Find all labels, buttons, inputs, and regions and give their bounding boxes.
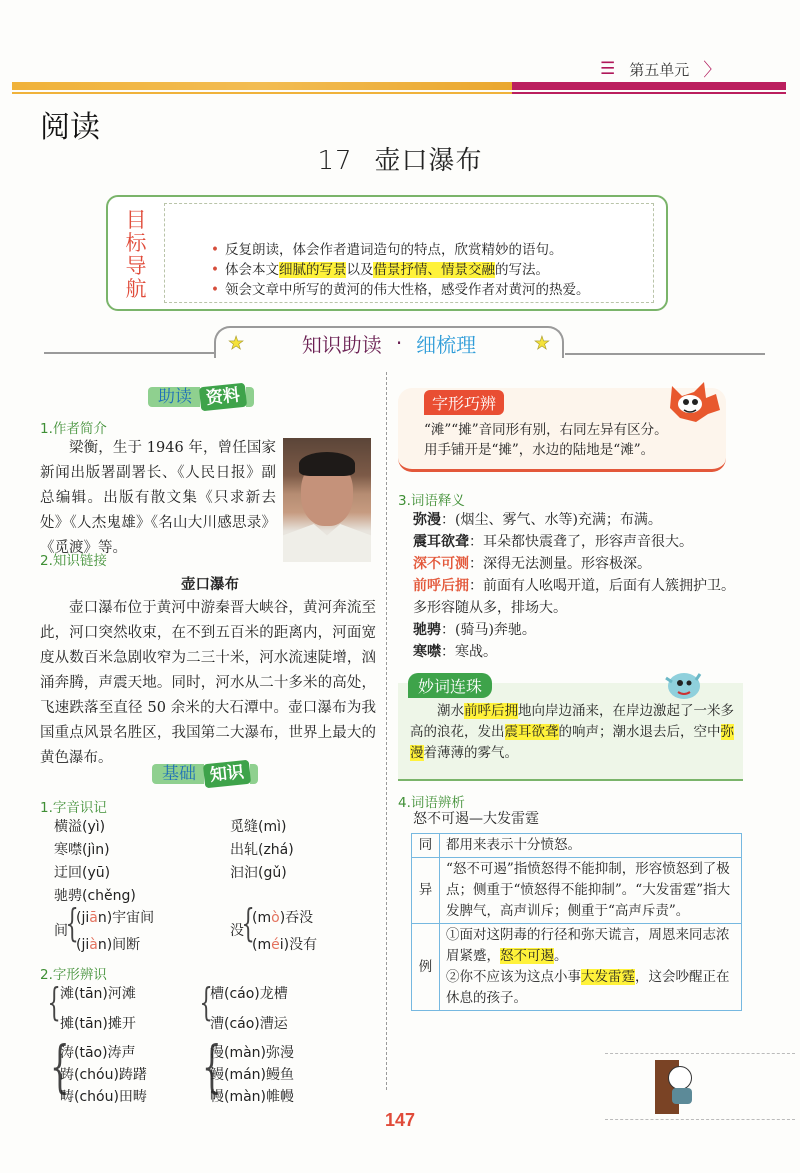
- vocab-item: [413, 597, 567, 619]
- highlight: 怒不可遏: [500, 948, 554, 964]
- tone-mark: ā: [89, 910, 98, 926]
- goals-label-char: 标: [125, 231, 147, 255]
- word-chain-text: [410, 701, 735, 764]
- unit-navigation[interactable]: [600, 56, 721, 82]
- badge-tile: 资料: [199, 383, 247, 412]
- pron-item: 汩汩(gǔ): [230, 865, 287, 881]
- header-color-bar: [12, 82, 786, 90]
- header-underline: [12, 92, 786, 94]
- table-row: [412, 834, 742, 858]
- tip-line: 用手铺开是“摊”，水边的陆地是“滩”。: [424, 442, 655, 458]
- text: (ji: [76, 937, 90, 953]
- text: n)间断: [97, 937, 141, 953]
- goal-text: 领会文章中所写的黄河的伟大性格，感受作者对黄河的热爱。: [224, 282, 590, 298]
- analysis-pair: 怒不可遏—大发雷霆: [413, 811, 539, 827]
- example-1: [446, 925, 735, 967]
- knowledge-section-header: [214, 326, 564, 358]
- text: n)宇宙间: [97, 910, 155, 926]
- analysis-heading: 4.词语辨析: [398, 795, 465, 811]
- knowledge-title-part1: 知识助读: [301, 332, 382, 357]
- text: ，这会吵醒正在休息的孩子。: [446, 969, 730, 1006]
- table-row: [412, 924, 742, 1011]
- reading-materials-badge: [148, 385, 254, 409]
- divider-line: [44, 352, 214, 354]
- goal-text: 以及: [346, 262, 374, 278]
- fox-mascot-icon: [664, 380, 722, 424]
- divider-line: [565, 353, 765, 355]
- goals-label-char: 目: [125, 208, 147, 232]
- brace: {: [202, 1035, 222, 1100]
- char-form-item: 摊(tān)摊开: [60, 1016, 136, 1032]
- polyphone-reading: [76, 934, 140, 956]
- row-value: 都用来表示十分愤怒。: [440, 834, 742, 858]
- text: ①面对这阴毒的行径和弥天谎言，周恩来同志浓眉紧蹙，: [446, 927, 730, 964]
- polyphone-char: 没: [230, 923, 244, 939]
- column-divider: [386, 372, 387, 1090]
- page-number: 147: [384, 1110, 416, 1130]
- row-value: “怒不可遏”指愤怒得不能抑制，形容愤怒到了极点；侧重于“愤怒得不能抑制”。“大发雷霆”指大发脾气，高声训斥；侧重于“高声斥责”。: [440, 858, 742, 924]
- text: )吞没: [279, 910, 314, 926]
- pron-item: 横溢(yì): [54, 819, 106, 835]
- brace: {: [65, 901, 79, 945]
- char-form-item: 漕(cáo)漕运: [210, 1016, 288, 1032]
- author-intro-text: 梁衡，生于 1946 年，曾任国家新闻出版署副署长、《人民日报》副总编辑。出版有散文集《只求新去处》《人杰鬼雄》《名山大川感思录》《觅渡》等。: [40, 440, 276, 556]
- char-form-item: 鳗(mán)鳗鱼: [210, 1067, 295, 1083]
- knowledge-link-text: 壶口瀑布位于黄河中游秦晋大峡谷，黄河奔流至此，河口突然收束，在不到五百米的距离内，河面宽度从数百米急剧收窄为二三十米，河水流速陡增，汹涌奔腾，声震天地。同时，河水从二十多米的高处，飞速跌落至直径 50 余米的大石潭中。壶口瀑布为我国重点风景名胜区，我国第二大瀑布，世界上最大的黄色瀑布。: [40, 600, 376, 766]
- tone-mark: à: [89, 937, 98, 953]
- menu-list-icon[interactable]: ☰: [600, 59, 616, 79]
- goal-item: [211, 240, 589, 260]
- polyphone-char: 间: [54, 923, 68, 939]
- vocab-term: 寒噤: [413, 644, 441, 660]
- polyphone-reading: [76, 907, 154, 929]
- vocab-item: [413, 575, 735, 597]
- goals-label: [122, 209, 150, 301]
- text: 潮水: [437, 703, 464, 719]
- brace: {: [199, 980, 213, 1024]
- pron-item: 迂回(yū): [54, 865, 111, 881]
- badge-text: 基础: [152, 764, 204, 784]
- char-form-item: 滩(tān)河滩: [60, 986, 136, 1002]
- knowledge-link-heading: 2.知识链接: [40, 553, 107, 569]
- word-chain-label: 妙词连珠: [408, 673, 492, 698]
- highlight: 弥漫: [410, 724, 734, 761]
- row-key: 同: [412, 834, 440, 858]
- goals-dashed-frame: [164, 203, 654, 303]
- vocab-item: [413, 531, 693, 553]
- text: (m: [252, 910, 272, 926]
- char-form-item: 踌(chóu)踌躇: [60, 1067, 147, 1083]
- learning-goals-box: [106, 195, 668, 311]
- cartoon-creature-icon: [662, 668, 704, 702]
- knowledge-title-part2: 细梳理: [416, 332, 477, 357]
- char-tip-text: [424, 420, 668, 460]
- char-form-item: 漫(màn)弥漫: [210, 1045, 295, 1061]
- pronunciation-heading: 1.字音识记: [40, 800, 107, 816]
- goals-list: [211, 240, 589, 300]
- knowledge-link-title: 壶口瀑布: [181, 577, 239, 593]
- brace: {: [50, 1035, 70, 1100]
- text: 。: [554, 948, 568, 964]
- unit-label: 第五单元: [629, 60, 690, 79]
- text: (ji: [76, 910, 90, 926]
- vocab-term: 深不可测: [413, 556, 469, 572]
- vocab-def: ：深得无法测量。形容极深。: [469, 556, 651, 572]
- vocab-def: ：(烟尘、雾气、水等)充满；布满。: [441, 512, 662, 528]
- goal-highlight: 细腻的写景: [278, 262, 347, 278]
- char-tip-label: 字形巧辨: [424, 390, 504, 415]
- vocab-item: [413, 619, 536, 641]
- polyphone-reading: [252, 934, 317, 956]
- chevron-right-icon[interactable]: 〉: [703, 60, 722, 81]
- pron-item: 驰骋(chěng): [54, 888, 136, 904]
- kid-illustration: [668, 1066, 692, 1090]
- author-photo: [283, 438, 371, 562]
- tip-line: “滩”“摊”音同形有别，右同左异有区分。: [424, 422, 668, 438]
- badge-tile: 知识: [203, 760, 251, 789]
- lesson-number: 17: [317, 146, 353, 176]
- vocab-item: [413, 553, 651, 575]
- char-form-item: 畴(chóu)田畴: [60, 1089, 147, 1105]
- text: ②你不应该为这点小事: [446, 969, 581, 985]
- vocab-term: 弥漫: [413, 512, 441, 528]
- pron-item: 出轧(zhá): [230, 842, 294, 858]
- text: 的响声；潮水退去后，空中: [558, 724, 721, 740]
- polyphone-reading: [252, 907, 313, 929]
- section-title: 阅读: [40, 110, 100, 145]
- row-value: [440, 924, 742, 1011]
- char-form-heading: 2.字形辨识: [40, 967, 107, 983]
- vocab-def: 多形容随从多，排场大。: [413, 600, 567, 616]
- text: (m: [252, 937, 272, 953]
- goal-item: [211, 260, 589, 280]
- text: 地向岸边涌来，在岸边激起了一米多高的浪花，发出: [410, 703, 734, 740]
- tone-mark: é: [271, 937, 280, 953]
- basic-knowledge-badge: [152, 762, 258, 786]
- char-form-item: 涛(tāo)涛声: [60, 1045, 136, 1061]
- tone-mark: ò: [271, 910, 280, 926]
- text: i)没有: [279, 937, 318, 953]
- star-icon: ★: [228, 332, 245, 354]
- vocab-term: 驰骋: [413, 622, 441, 638]
- text: 着薄薄的雾气。: [423, 745, 518, 761]
- brace: {: [241, 901, 255, 945]
- vocab-def: ：耳朵都快震聋了，形容声音很大。: [469, 534, 693, 550]
- lesson-name: 壶口瀑布: [374, 146, 483, 176]
- kid-body-illustration: [672, 1088, 692, 1104]
- pron-item: 寒噤(jìn): [54, 842, 110, 858]
- vocab-def: ：(骑马)奔驰。: [441, 622, 536, 638]
- highlight: 大发雷霆: [581, 969, 635, 985]
- goals-label-char: 导: [125, 254, 147, 278]
- badge-text: 助读: [148, 387, 200, 407]
- separator-dot: ·: [395, 331, 403, 355]
- star-icon: ★: [533, 332, 550, 354]
- vocab-def: ：寒战。: [441, 644, 497, 660]
- goal-text: 体会本文: [224, 262, 279, 278]
- highlight: 震耳欲聋: [504, 724, 559, 740]
- vocab-term: 前呼后拥: [413, 578, 469, 594]
- goals-label-char: 航: [125, 277, 147, 301]
- row-key: 异: [412, 858, 440, 924]
- vocab-heading: 3.词语释义: [398, 493, 465, 509]
- highlight: 前呼后拥: [464, 703, 518, 719]
- comparison-table: [411, 833, 742, 1011]
- table-row: [412, 858, 742, 924]
- lesson-title: [0, 140, 800, 177]
- char-form-item: 幔(màn)帷幔: [210, 1089, 295, 1105]
- pron-item: 觅缝(mì): [230, 819, 287, 835]
- example-2: [446, 967, 735, 1009]
- vocab-item: [413, 641, 497, 663]
- vocab-item: [413, 509, 662, 531]
- brace: {: [47, 980, 61, 1024]
- row-key: 例: [412, 924, 440, 1011]
- vocab-term: 震耳欲聋: [413, 534, 469, 550]
- goal-highlight: 借景抒情、情景交融: [373, 262, 495, 278]
- goal-text: 的写法。: [494, 262, 549, 278]
- vocab-def: ：前面有人吆喝开道，后面有人簇拥护卫。: [469, 578, 735, 594]
- goal-item: [211, 280, 589, 300]
- char-form-item: 槽(cáo)龙槽: [210, 986, 288, 1002]
- author-intro-heading: 1.作者简介: [40, 421, 107, 437]
- goal-text: 反复朗读，体会作者遣词造句的特点，欣赏精妙的语句。: [224, 242, 563, 258]
